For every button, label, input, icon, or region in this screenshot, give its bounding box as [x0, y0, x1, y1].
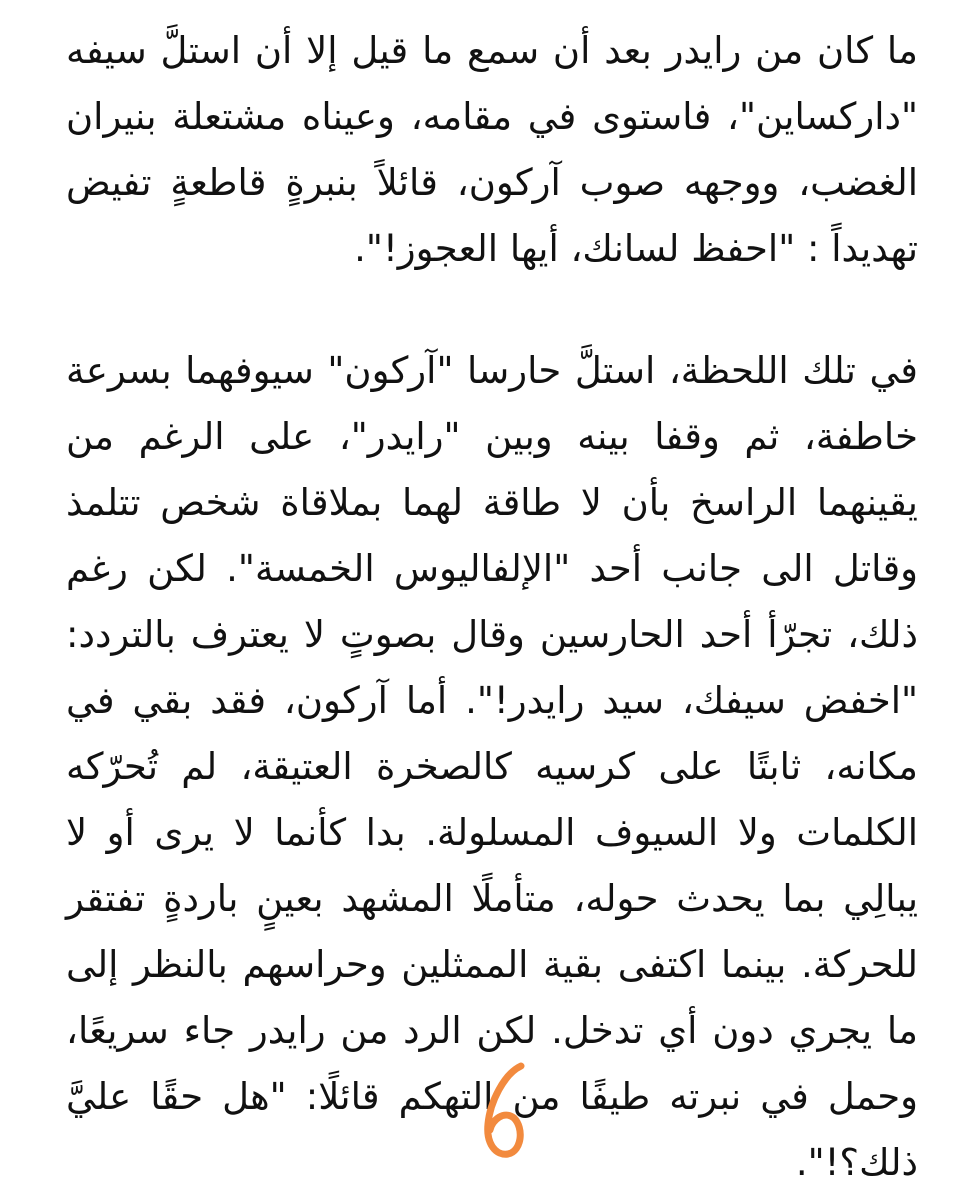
text-line: وحمل في نبرته طيفًا من التهكم قائلًا: "هل حقًا عليَّ	[66, 1075, 918, 1118]
paragraph-1	[66, 18, 918, 282]
text-line: تهديداً : "احفظ لسانك، أيها العجوز!".	[354, 227, 918, 270]
text-line: مكانه، ثابتًا على كرسيه كالصخرة العتيقة، لم تُحرّكه	[66, 745, 918, 788]
text-line: وقاتل الى جانب أحد "الإلفاليوس الخمسة". لكن رغم	[66, 547, 918, 590]
handwritten-page-number	[474, 1054, 534, 1164]
text-line: يبالِي بما يحدث حوله، متأملًا المشهد بعينٍ باردةٍ تفتقر	[66, 877, 918, 920]
text-line: "اخفض سيفك، سيد رايدر!". أما آركون، فقد بقي في	[66, 679, 918, 722]
text-line: للحركة. بينما اكتفى بقية الممثلين وحراسهم بالنظر إلى	[66, 943, 918, 986]
document-page	[66, 18, 918, 1196]
text-line: ذلك؟!".	[795, 1141, 918, 1184]
text-line: ما كان من رايدر بعد أن سمع ما قيل إلا أن استلَّ سيفه	[66, 29, 918, 72]
text-line: ما يجري دون أي تدخل. لكن الرد من رايدر جاء سريعًا،	[66, 1009, 918, 1052]
text-line: يقينهما الراسخ بأن لا طاقة لهما بملاقاة شخص تتلمذ	[66, 481, 918, 524]
text-line: "داركساين"، فاستوى في مقامه، وعيناه مشتعلة بنيران	[66, 95, 918, 138]
text-line: الكلمات ولا السيوف المسلولة. بدا كأنما لا يرى أو لا	[66, 811, 918, 854]
text-line: ذلك، تجرّأ أحد الحارسين وقال بصوتٍ لا يعترف بالتردد:	[66, 613, 918, 656]
text-line: في تلك اللحظة، استلَّ حارسا "آركون" سيوفهما بسرعة	[66, 349, 918, 392]
text-line: الغضب، ووجهه صوب آركون، قائلاً بنبرةٍ قاطعةٍ تفيض	[66, 161, 918, 204]
text-line: خاطفة، ثم وقفا بينه وبين "رايدر"، على الرغم من	[66, 415, 918, 458]
paragraph-gap	[66, 282, 918, 338]
